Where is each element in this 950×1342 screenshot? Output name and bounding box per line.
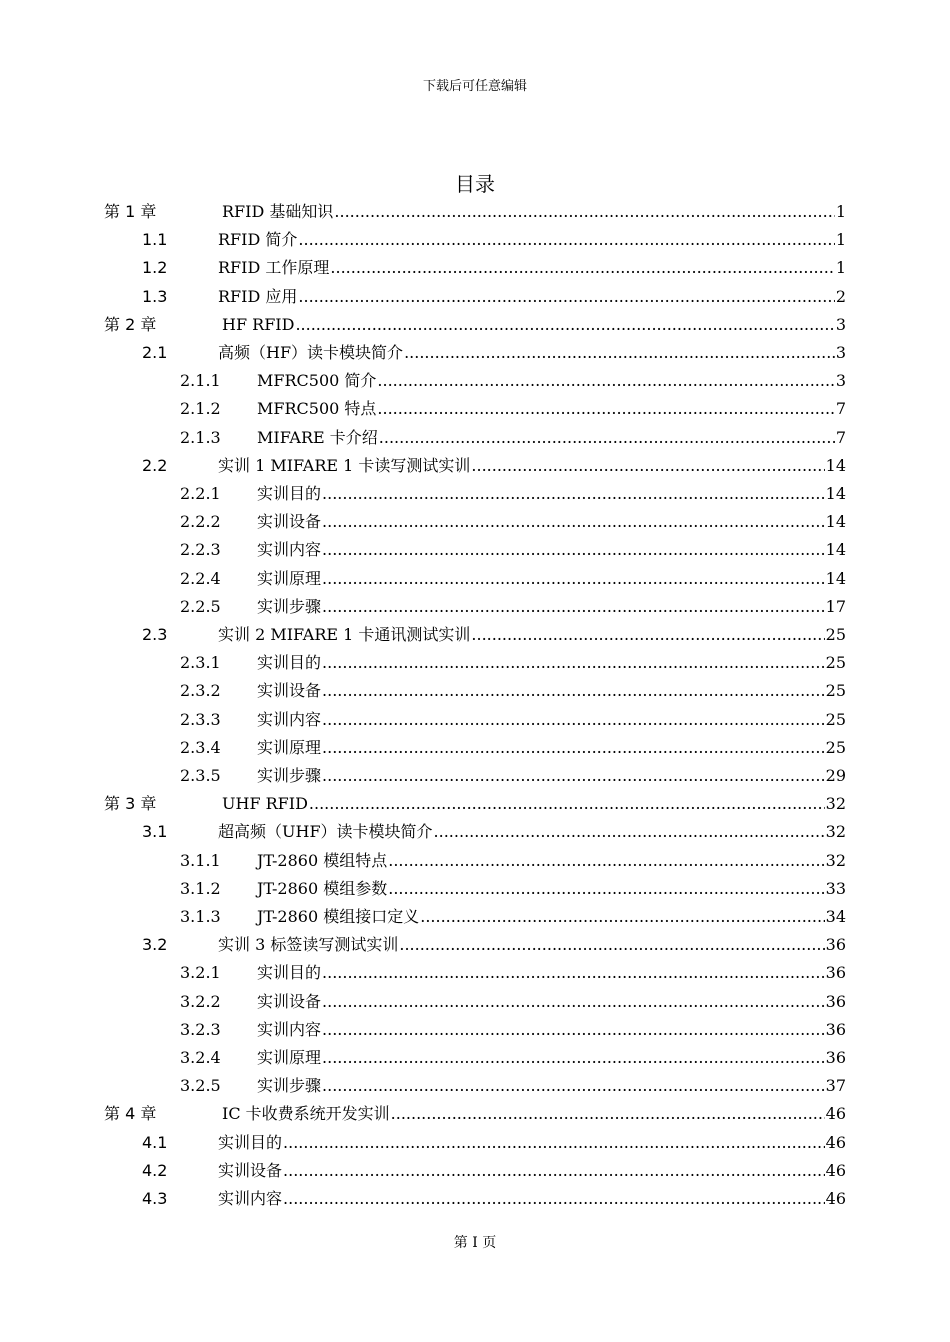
toc-entry-page: 37 xyxy=(825,1076,846,1096)
toc-dot-leader xyxy=(388,847,824,875)
toc-dot-leader xyxy=(471,452,824,480)
toc-entry-number: 3.2.4 xyxy=(180,1048,221,1067)
toc-entry-number: 2.2.4 xyxy=(180,568,221,588)
toc-entry-number: 2.2.5 xyxy=(180,596,221,616)
toc-entry-page: 36 xyxy=(825,991,846,1011)
toc-dot-leader xyxy=(322,734,825,762)
toc-entry-number: 2.3.2 xyxy=(180,681,221,701)
toc-entry-number: 2.1.3 xyxy=(180,427,221,447)
toc-dot-leader xyxy=(379,424,835,452)
toc-dot-leader xyxy=(322,677,825,705)
toc-entry-body xyxy=(257,395,846,423)
toc-entry-page: 25 xyxy=(825,653,846,673)
toc-entry-body xyxy=(218,1185,846,1213)
toc-entry[interactable] xyxy=(0,818,950,846)
toc-entry-page: 25 xyxy=(825,625,846,644)
toc-entry[interactable] xyxy=(0,875,950,903)
toc-entry-number: 3.2.5 xyxy=(180,1076,221,1096)
toc-entry-label: 实训目的 xyxy=(257,653,322,673)
toc-dot-leader xyxy=(322,1016,825,1044)
toc-entry-label: 实训原理 xyxy=(257,568,322,588)
toc-entry-body xyxy=(257,1044,846,1072)
toc-entry-page: 32 xyxy=(825,794,846,814)
toc-entry-number: 2.2 xyxy=(142,455,168,475)
toc-entry[interactable] xyxy=(0,424,950,452)
toc-entry-body xyxy=(222,198,846,226)
toc-entry-label: 超高频（UHF）读卡模块简介 xyxy=(218,822,433,842)
toc-entry-number: 第 2 章 xyxy=(104,314,157,334)
toc-entry-label: 实训原理 xyxy=(257,1048,322,1067)
toc-entry-body xyxy=(257,424,846,452)
toc-dot-leader xyxy=(322,706,825,734)
toc-entry-number: 2.3.1 xyxy=(180,653,221,673)
toc-dot-leader xyxy=(283,1129,825,1157)
toc-dot-leader xyxy=(295,311,834,339)
toc-entry-label: RFID 简介 xyxy=(218,230,298,250)
toc-entry-number: 3.1.1 xyxy=(180,850,221,870)
toc-entry-label: 实训 2 MIFARE 1 卡通讯测试实训 xyxy=(218,625,471,644)
toc-entry-number: 3.2.3 xyxy=(180,1019,221,1039)
toc-entry[interactable] xyxy=(0,988,950,1016)
toc-entry-body xyxy=(257,847,846,875)
toc-entry-number: 1.1 xyxy=(142,230,168,250)
toc-entry-number: 4.1 xyxy=(142,1132,168,1152)
toc-dot-leader xyxy=(322,959,825,987)
toc-entry[interactable] xyxy=(0,283,950,311)
toc-entry-label: UHF RFID xyxy=(222,794,308,814)
toc-entry-label: MFRC500 特点 xyxy=(257,399,377,419)
toc-entry-label: IC 卡收费系统开发实训 xyxy=(222,1104,390,1124)
toc-entry-page: 46 xyxy=(825,1160,846,1180)
toc-dot-leader xyxy=(471,621,824,649)
toc-entry-page: 7 xyxy=(835,399,846,419)
toc-entry[interactable] xyxy=(0,1016,950,1044)
toc-entry-body xyxy=(257,988,846,1016)
toc-entry-page: 14 xyxy=(825,568,846,588)
toc-dot-leader xyxy=(298,283,834,311)
toc-entry[interactable] xyxy=(0,254,950,282)
toc-entry-label: 实训内容 xyxy=(218,1189,283,1208)
toc-entry-number: 2.1.2 xyxy=(180,399,221,419)
toc-entry-number: 2.1 xyxy=(142,343,168,362)
toc-entry[interactable] xyxy=(0,847,950,875)
toc-entry-number: 2.3.4 xyxy=(180,737,221,757)
toc-entry-body xyxy=(257,903,846,931)
toc-dot-leader xyxy=(330,254,834,282)
toc-entry[interactable] xyxy=(0,1157,950,1185)
toc-entry-number: 第 4 章 xyxy=(104,1104,157,1124)
toc-entry-number: 第 3 章 xyxy=(104,794,157,814)
toc-entry-body xyxy=(218,818,846,846)
toc-dot-leader xyxy=(322,593,825,621)
toc-entry-body xyxy=(257,1016,846,1044)
toc-entry-page: 25 xyxy=(825,709,846,729)
toc-entry[interactable] xyxy=(0,226,950,254)
toc-entry-body xyxy=(257,593,846,621)
toc-dot-leader xyxy=(322,988,825,1016)
toc-entry-label: 实训目的 xyxy=(257,963,322,983)
toc-entry[interactable] xyxy=(0,621,950,649)
toc-entry[interactable] xyxy=(0,311,950,339)
toc-entry-label: 实训内容 xyxy=(257,1019,322,1039)
toc-entry-number: 3.2 xyxy=(142,935,168,955)
toc-dot-leader xyxy=(322,565,825,593)
toc-entry-label: RFID 基础知识 xyxy=(222,202,334,221)
toc-entry-number: 2.2.2 xyxy=(180,512,221,532)
toc-dot-leader xyxy=(391,1100,825,1128)
toc-dot-leader xyxy=(322,536,825,564)
toc-entry-label: RFID 应用 xyxy=(218,286,298,306)
toc-entry-page: 1 xyxy=(835,258,846,278)
toc-dot-leader xyxy=(322,1072,825,1100)
toc-entry-label: MIFARE 卡介绍 xyxy=(257,427,378,447)
toc-entry-body xyxy=(257,959,846,987)
toc-entry[interactable] xyxy=(0,734,950,762)
toc-dot-leader xyxy=(420,903,824,931)
toc-entry[interactable] xyxy=(0,339,950,367)
toc-entry-label: JT-2860 模组接口定义 xyxy=(257,907,420,926)
toc-dot-leader xyxy=(322,762,825,790)
toc-entry-page: 36 xyxy=(825,963,846,983)
toc-entry-number: 4.2 xyxy=(142,1160,168,1180)
toc-entry-page: 46 xyxy=(825,1104,846,1124)
toc-entry-body xyxy=(257,536,846,564)
toc-entry-page: 32 xyxy=(825,850,846,870)
toc-dot-leader xyxy=(322,649,825,677)
toc-entry-body xyxy=(257,677,846,705)
toc-entry-label: 实训目的 xyxy=(257,484,322,503)
toc-entry-label: JT-2860 模组特点 xyxy=(257,850,388,870)
toc-entry-label: 实训原理 xyxy=(257,737,322,757)
toc-entry-page: 32 xyxy=(825,822,846,842)
toc-entry-body xyxy=(222,311,846,339)
toc-entry-page: 29 xyxy=(825,766,846,785)
toc-dot-leader xyxy=(377,395,834,423)
toc-entry-page: 3 xyxy=(835,314,846,334)
toc-entry-page: 3 xyxy=(835,371,846,391)
toc-entry-body xyxy=(218,226,846,254)
toc-entry-body xyxy=(218,621,846,649)
toc-entry[interactable] xyxy=(0,1072,950,1100)
toc-entry-page: 25 xyxy=(825,737,846,757)
toc-entry-body xyxy=(218,254,846,282)
toc-dot-leader xyxy=(377,367,834,395)
toc-dot-leader xyxy=(399,931,824,959)
toc-entry[interactable] xyxy=(0,395,950,423)
toc-entry[interactable] xyxy=(0,452,950,480)
toc-entry-page: 1 xyxy=(835,230,846,250)
toc-entry-page: 7 xyxy=(835,427,846,447)
toc-entry[interactable] xyxy=(0,649,950,677)
toc-entry-number: 3.1 xyxy=(142,822,168,842)
toc-entry-label: 实训内容 xyxy=(257,709,322,729)
toc-entry-number: 2.3.3 xyxy=(180,709,221,729)
toc-entry-label: MFRC500 简介 xyxy=(257,371,377,391)
toc-entry[interactable] xyxy=(0,931,950,959)
toc-entry-page: 2 xyxy=(835,286,846,306)
toc-entry-page: 36 xyxy=(825,1048,846,1067)
toc-entry-label: 实训 3 标签读写测试实训 xyxy=(218,935,399,955)
toc-dot-leader xyxy=(404,339,835,367)
toc-entry-label: 实训设备 xyxy=(257,512,322,532)
toc-entry-label: 实训设备 xyxy=(257,681,322,701)
toc-entry-body xyxy=(257,706,846,734)
toc-entry-label: JT-2860 模组参数 xyxy=(257,878,388,898)
toc-entry-number: 2.3.5 xyxy=(180,766,221,785)
toc-dot-leader xyxy=(283,1157,825,1185)
toc-entry-number: 2.1.1 xyxy=(180,371,221,391)
toc-entry-page: 17 xyxy=(825,596,846,616)
toc-entry-page: 14 xyxy=(825,484,846,503)
toc-entry-body xyxy=(218,452,846,480)
toc-entry-number: 第 1 章 xyxy=(104,202,157,221)
toc-entry-number: 2.2.1 xyxy=(180,484,221,503)
toc-entry[interactable] xyxy=(0,367,950,395)
toc-entry-page: 34 xyxy=(825,907,846,926)
toc-entry-label: HF RFID xyxy=(222,314,295,334)
toc-entry-page: 36 xyxy=(825,1019,846,1039)
toc-entry-number: 3.1.2 xyxy=(180,878,221,898)
toc-dot-leader xyxy=(298,226,834,254)
toc-entry-page: 46 xyxy=(825,1132,846,1152)
toc-entry-page: 14 xyxy=(825,512,846,532)
toc-entry-body xyxy=(218,283,846,311)
toc-entry[interactable] xyxy=(0,903,950,931)
toc-entry-label: 实训设备 xyxy=(218,1160,283,1180)
toc-entry[interactable] xyxy=(0,593,950,621)
toc-entry-label: 实训内容 xyxy=(257,540,322,560)
toc-entry[interactable] xyxy=(0,508,950,536)
toc-entry-page: 3 xyxy=(835,343,846,362)
toc-entry-body xyxy=(257,649,846,677)
toc-entry[interactable] xyxy=(0,565,950,593)
toc-entry[interactable] xyxy=(0,536,950,564)
toc-entry-body xyxy=(257,480,846,508)
toc-entry-page: 33 xyxy=(825,878,846,898)
toc-entry-body xyxy=(257,875,846,903)
toc-entry[interactable] xyxy=(0,762,950,790)
toc-entry[interactable] xyxy=(0,198,950,226)
toc-entry-label: 实训设备 xyxy=(257,991,322,1011)
toc-entry-body xyxy=(222,1100,846,1128)
toc-entry-body xyxy=(257,734,846,762)
toc-entry[interactable] xyxy=(0,959,950,987)
toc-entry-label: RFID 工作原理 xyxy=(218,258,330,278)
page-footer: 第 I 页 xyxy=(453,1235,497,1251)
toc-entry-body xyxy=(218,339,846,367)
toc-entry-label: 实训目的 xyxy=(218,1132,283,1152)
toc-dot-leader xyxy=(434,818,825,846)
toc-entry-label: 实训步骤 xyxy=(257,1076,322,1096)
toc-entry-number: 3.2.2 xyxy=(180,991,221,1011)
toc-entry-page: 36 xyxy=(825,935,846,955)
toc-entry-body xyxy=(218,1129,846,1157)
toc-entry[interactable] xyxy=(0,706,950,734)
toc-entry-number: 1.3 xyxy=(142,286,168,306)
toc-entry-body xyxy=(257,367,846,395)
toc-entry-number: 4.3 xyxy=(142,1189,168,1208)
toc-entry-page: 14 xyxy=(825,455,846,475)
toc-entry-body xyxy=(257,508,846,536)
toc-entry-label: 实训步骤 xyxy=(257,766,322,785)
toc-entry-page: 14 xyxy=(825,540,846,560)
toc-entry-body xyxy=(222,790,846,818)
toc-entry-number: 2.3 xyxy=(142,625,168,644)
toc-dot-leader xyxy=(322,1044,825,1072)
toc-entry-number: 3.1.3 xyxy=(180,907,221,926)
toc-entry-body xyxy=(218,1157,846,1185)
toc-entry[interactable] xyxy=(0,1044,950,1072)
toc-entry[interactable] xyxy=(0,1129,950,1157)
toc-entry-number: 3.2.1 xyxy=(180,963,221,983)
toc-dot-leader xyxy=(322,508,825,536)
toc-dot-leader xyxy=(283,1185,825,1213)
toc-entry-body xyxy=(218,931,846,959)
toc-title: 目录 xyxy=(455,172,495,196)
toc-entry-label: 实训 1 MIFARE 1 卡读写测试实训 xyxy=(218,455,471,475)
toc-entry-number: 1.2 xyxy=(142,258,168,278)
toc-entry-label: 高频（HF）读卡模块简介 xyxy=(218,343,404,362)
toc-dot-leader xyxy=(309,790,825,818)
toc-entry[interactable] xyxy=(0,480,950,508)
toc-dot-leader xyxy=(334,198,834,226)
toc-entry-page: 46 xyxy=(825,1189,846,1208)
toc-dot-leader xyxy=(388,875,824,903)
page-header: 下载后可任意编辑 xyxy=(422,79,527,94)
toc-entry-page: 1 xyxy=(835,202,846,221)
toc-entry[interactable] xyxy=(0,790,950,818)
toc-entry-label: 实训步骤 xyxy=(257,596,322,616)
toc-entry-number: 2.2.3 xyxy=(180,540,221,560)
toc-entry-body xyxy=(257,762,846,790)
toc-entry-body xyxy=(257,1072,846,1100)
toc-entry-page: 25 xyxy=(825,681,846,701)
toc-entry[interactable] xyxy=(0,1185,950,1213)
toc-dot-leader xyxy=(322,480,825,508)
toc-entry-body xyxy=(257,565,846,593)
toc-entry[interactable] xyxy=(0,677,950,705)
toc-entry[interactable] xyxy=(0,1100,950,1128)
